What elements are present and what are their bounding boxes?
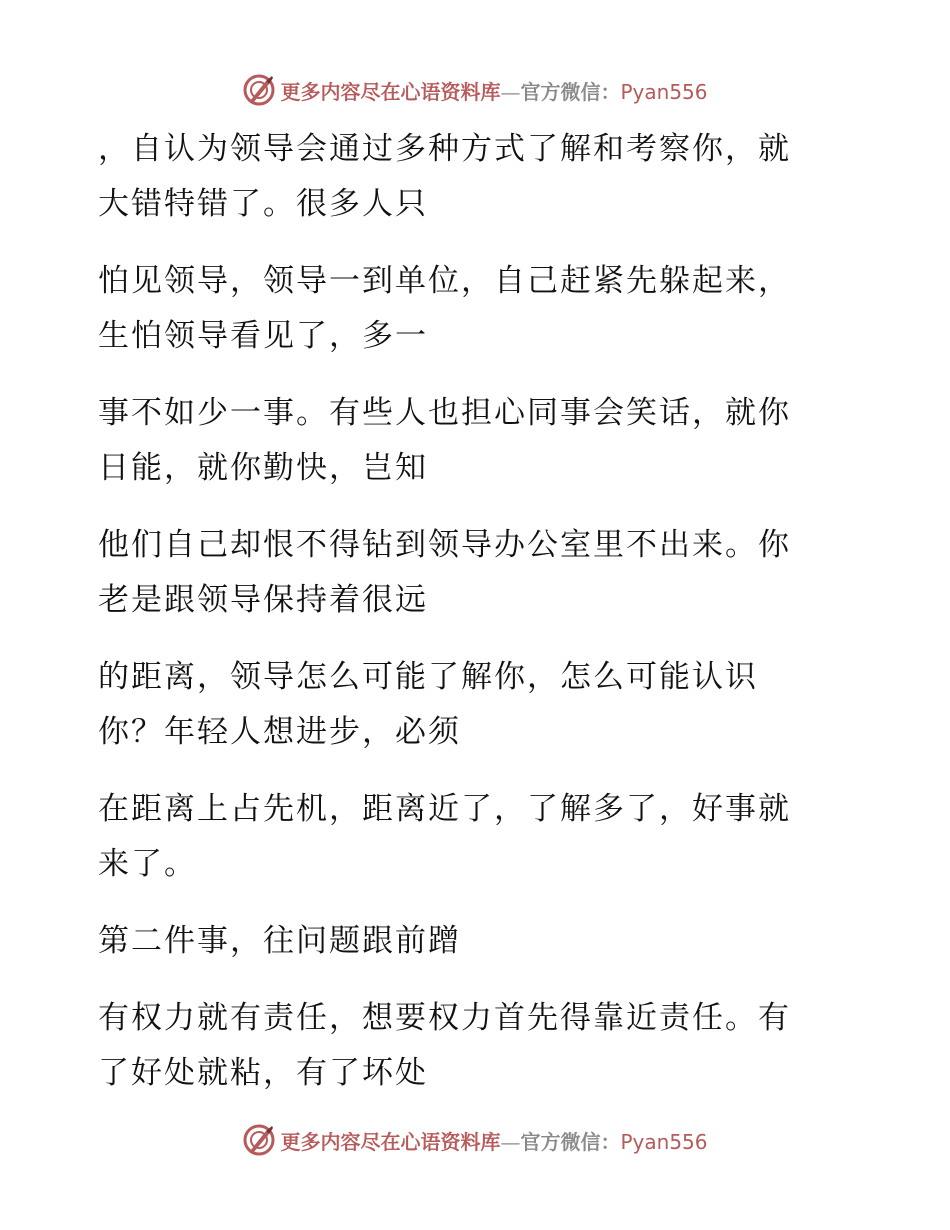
paragraph-line: 怕见领导，领导一到单位，自己赶紧先躲起来， [98,263,791,299]
paragraph-line: 老是跟领导保持着很远 [98,582,428,618]
banner-dash: — [500,79,521,104]
paragraph-line: 了好处就粘，有了坏处 [98,1055,428,1091]
paragraph-line: ，自认为领导会通过多种方式了解和考察你，就 [98,131,791,167]
paragraph [98,254,838,364]
quill-logo-icon [242,1123,276,1157]
paragraph [98,386,838,496]
footer-banner [0,1120,950,1160]
paragraph-line: 日能，就你勤快，岂知 [98,450,428,486]
banner-wechat-id: Pyan556 [620,79,708,104]
paragraph-line: 你？年轻人想进步，必须 [98,714,461,750]
banner-wechat-label: 官方微信： [520,1129,621,1154]
banner-main-text: 更多内容尽在心语资料库 [280,79,501,104]
paragraph-line: 的距离，领导怎么可能了解你，怎么可能认识 [98,659,758,695]
quill-logo-icon [242,73,276,107]
paragraph-line: 在距离上占先机，距离近了，了解多了，好事就 [98,791,791,827]
paragraph-line: 来了。 [98,846,197,882]
paragraph [98,650,838,760]
document-body [98,122,838,1123]
paragraph [98,991,838,1101]
header-banner [0,70,950,110]
paragraph-line: 有权力就有责任，想要权力首先得靠近责任。有 [98,1000,791,1036]
section-heading [98,914,838,969]
paragraph [98,782,838,892]
paragraph [98,518,838,628]
paragraph-line: 事不如少一事。有些人也担心同事会笑话，就你 [98,395,791,431]
paragraph-line: 生怕领导看见了，多一 [98,318,428,354]
paragraph-line: 他们自己却恨不得钻到领导办公室里不出来。你 [98,527,791,563]
paragraph-line: 大错特错了。很多人只 [98,186,428,222]
paragraph [98,122,838,232]
banner-wechat-label: 官方微信： [520,79,621,104]
banner-main-text: 更多内容尽在心语资料库 [280,1129,501,1154]
banner-text [280,76,707,105]
banner-dash: — [500,1129,521,1154]
banner-text [280,1126,707,1155]
section-heading-line: 第二件事，往问题跟前蹭 [98,923,461,959]
banner-wechat-id: Pyan556 [620,1129,708,1154]
